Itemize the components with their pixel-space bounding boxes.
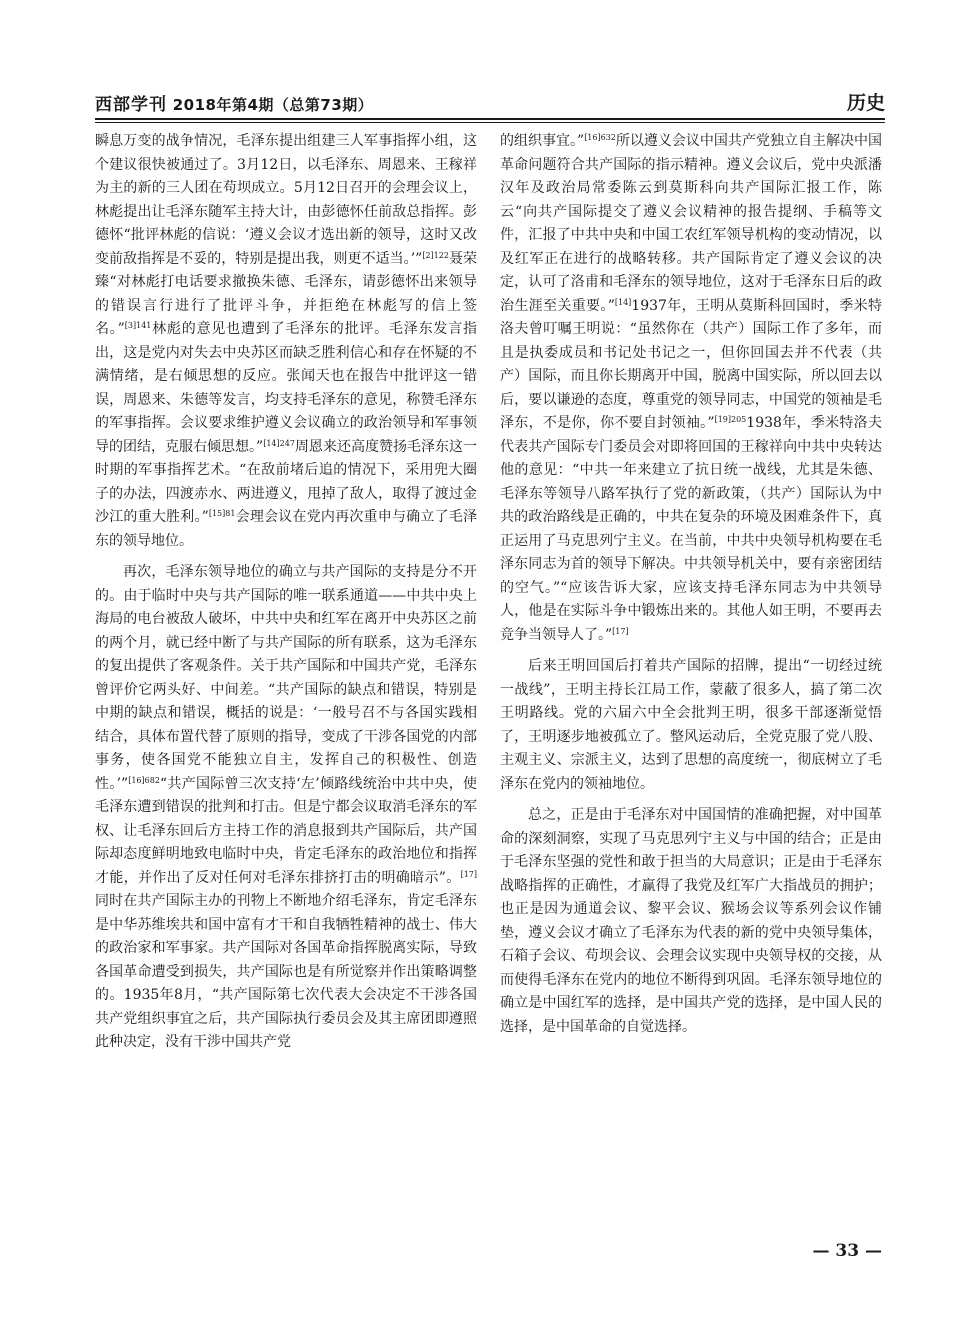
text-run: 聂荣臻“对林彪打电话要求撤换朱德、毛泽东，请彭德怀出来领导的错误言行进行了批评斗争，并拒绝在林彪写的信上签名。” bbox=[95, 250, 477, 337]
paragraph bbox=[500, 655, 882, 796]
running-header bbox=[95, 86, 885, 120]
paragraph bbox=[95, 130, 477, 553]
journal-title-line bbox=[95, 90, 373, 115]
text-run: 周恩来还高度赞扬毛泽东这一时期的军事指挥艺术。“在敌前堵后追的情况下，采用兜大圈子的办法，四渡赤水、两进遵义，甩掉了敌人，取得了渡过金沙江的重大胜利。” bbox=[95, 438, 477, 525]
header-divider-thin bbox=[95, 122, 885, 123]
text-run: 瞬息万变的战争情况，毛泽东提出组建三人军事指挥小组，这个建议很快被通过了。3月12日，以毛泽东、周恩来、王稼祥为主的新的三人团在苟坝成立。5月12日召开的会理会议上，林彪提出让毛泽东随军主持大计，由彭德怀任前敌总指挥。彭德怀“批评林彪的信说：‘遵义会议才选出新的领导，这时又改变前敌指挥是不妥的，特别是提出我，则更不适当。’” bbox=[95, 133, 477, 267]
citation-marker: [19]205 bbox=[714, 415, 747, 424]
citation-marker: [14]247 bbox=[263, 438, 295, 448]
citation-marker: [16]632 bbox=[584, 133, 616, 142]
text-run: 的组织事宜。” bbox=[500, 133, 585, 149]
text-run: 总之，正是由于毛泽东对中国国情的准确把握，对中国革命的深刻洞察，实现了马克思列宁主义与中国的结合；正是由于毛泽东坚强的党性和敢于担当的大局意识；正是由于毛泽东战略指挥的正确性，才赢得了我党及红军广大指战员的拥护；也正是因为通道会议、黎平会议、猴场会议等系列会议作铺垫，遵义会议才确立了毛泽东为代表的新的党中央领导集体，石箱子会议、苟坝会议、会理会议实现中央领导权的交接，从而使得毛泽东在党内的地位不断得到巩固。毛泽东领导地位的确立是中国红军的选择，是中国共产党的选择，是中国人民的选择，是中国革命的自觉选择。 bbox=[500, 807, 882, 1035]
left-text-column bbox=[95, 130, 477, 1210]
section-label: 历史 bbox=[846, 92, 885, 114]
text-run: 会理会议在党内再次重申与确立了毛泽东的领导地位。 bbox=[95, 509, 477, 549]
citation-marker: [16]682 bbox=[128, 775, 160, 785]
text-run: 同时在共产国际主办的刊物上不断地介绍毛泽东，肯定毛泽东是中华苏维埃共和国中富有才干和自我牺牲精神的战士、伟大的政治家和军事家。共产国际对各国革命指挥脱离实际，导致各国革命遭受到损失，共产国际也是有所觉察并作出策略调整的。1935年8月，“共产国际第七次代表大会决定不干涉各国共产党组织事宜之后，共产国际执行委员会及其主席团即遵照此种决定，没有干涉中国共产党 bbox=[95, 893, 477, 1050]
citation-marker: [15]81 bbox=[208, 509, 236, 518]
text-run: 1937年，王明从莫斯科回国时，季米特洛夫曾叮嘱王明说：“虽然你在（共产）国际工作了多年，而且是执委成员和书记处书记之一，但你回国去并不代表（共产）国际，而且你长期离开中国，脱离中国实际，所以回去以后，要以谦逊的态度，尊重党的领导同志，中国党的领袖是毛泽东，不是你，你不要自封领袖。” bbox=[500, 297, 882, 431]
text-run: 再次，毛泽东领导地位的确立与共产国际的支持是分不开的。由于临时中央与共产国际的唯一联系通道——中共中央上海局的电台被敌人破坏，中共中央和红军在离开中央苏区之前的两个月，就已经中断了与共产国际的所有联系，这为毛泽东的复出提供了客观条件。关于共产国际和中国共产党，毛泽东曾评价它两头好、中间差。“共产国际的缺点和错误，特别是中期的缺点和错误，概括的说是：‘一般号召不与各国实践相结合，具体布置代替了原则的指导，变成了干涉各国党的内部事务，使各国党不能独立自主，发挥自己的积极性、创造性。’” bbox=[95, 564, 477, 792]
right-text-column bbox=[500, 130, 882, 1210]
text-run: 林彪的意见也遭到了毛泽东的批评。毛泽东发言指出，这是党内对失去中央苏区而缺乏胜利信心和存在怀疑的不满情绪，是右倾思想的反应。张闻天也在报告中批评这一错误，周恩来、朱德等发言，均支持毛泽东的意见，称赞毛泽东的军事指挥。会议要求维护遵义会议确立的政治领导和军事领导的团结，克服右倾思想。” bbox=[95, 321, 477, 455]
text-run: “共产国际曾三次支持‘左’倾路线统治中共中央，使毛泽东遭到错误的批判和打击。但是宁都会议取消毛泽东的军权、让毛泽东回后方主持工作的消息报到共产国际后，共产国际却态度鲜明地致电临时中央，肯定毛泽东的政治地位和指挥才能，并作出了反对任何对毛泽东排挤打击的明确暗示”。 bbox=[95, 775, 477, 886]
issue-info: 2018年第4期（总第73期） bbox=[172, 96, 374, 114]
header-divider bbox=[95, 118, 885, 120]
paragraph bbox=[500, 130, 882, 647]
page-number: — 33 — bbox=[812, 1241, 882, 1261]
journal-name: 西部学刊 bbox=[95, 95, 167, 115]
paragraph bbox=[95, 561, 477, 1055]
citation-marker: [2]122 bbox=[422, 250, 449, 260]
paragraph bbox=[500, 804, 882, 1039]
citation-marker: [3]141 bbox=[124, 321, 152, 330]
citation-marker: [17] bbox=[612, 626, 629, 636]
citation-marker: [14] bbox=[614, 297, 632, 307]
citation-marker: [17] bbox=[460, 869, 477, 879]
text-run: 所以遵义会议中国共产党独立自主解决中国革命问题符合共产国际的指示精神。遵义会议后，党中央派潘汉年及政治局常委陈云到莫斯科向共产国际汇报工作，陈云“向共产国际提交了遵义会议精神的报告提纲、手稿等文件，汇报了中共中央和中国工农红军领导机构的变动情况，以及红军正在进行的战略转移。共产国际肯定了遵义会议的决定，认可了洛甫和毛泽东的领导地位，这对于毛泽东日后的政治生涯至关重要。” bbox=[500, 133, 882, 314]
text-run: 后来王明回国后打着共产国际的招牌，提出“一切经过统一战线”，王明主持长江局工作，蒙蔽了很多人，搞了第二次王明路线。党的六届六中全会批判王明，很多干部逐渐觉悟了，王明逐步地被孤立了。整风运动后，全党克服了党八股、主观主义、宗派主义，达到了思想的高度统一，彻底树立了毛泽东在党内的领袖地位。 bbox=[500, 658, 882, 792]
text-run: 1938年，季米特洛夫代表共产国际专门委员会对即将回国的王稼祥向中共中央转达他的意见：“中共一年来建立了抗日统一战线，尤其是朱德、毛泽东等领导八路军执行了党的新政策，（共产）国际认为中共的政治路线是正确的，中共在复杂的环境及困难条件下，真正运用了马克思列宁主义。在当前，中共中央领导机构要在毛泽东同志为首的领导下解决。中共领导机关中，要有亲密团结的空气。”“应该告诉大家，应该支持毛泽东同志为中共领导人，他是在实际斗争中锻炼出来的。其他人如王明，不要再去竞争当领导人了。” bbox=[500, 415, 882, 643]
